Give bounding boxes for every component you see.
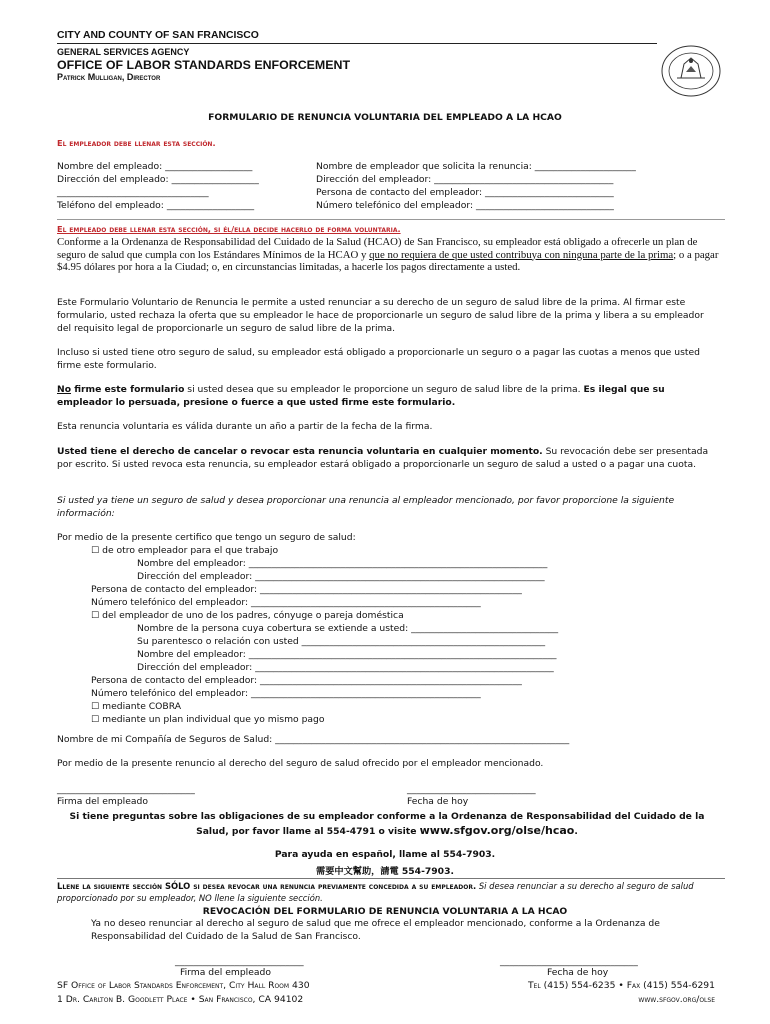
employer-phone-field[interactable]: Número telefónico del empleador: ______________________________ [316,200,614,211]
other-insurance-paragraph: Incluso si usted tiene otro seguro de salud, su empleador está obligado a proporcionarle un seguro o a pagar las cuotas a menos que usted firme este formulario. [57,347,700,371]
city-name: CITY AND COUNTY OF SAN FRANCISCO [57,30,259,41]
footer-address: 1 Dr. Carlton B. Goodlett Place • San Francisco, CA 94102 [57,994,304,1005]
employer-name-field[interactable]: Nombre de empleador que solicita la renuncia: ______________________ [316,161,636,172]
hcao-paragraph: Conforme a la Ordenanza de Responsabilidad del Cuidado de la Salud (HCAO) de San Francisco, su empleador está obligado a ofrecerle un plan de seguro de salud que cumpla con los Estándares Mínimos de la HCAO y que no requiera de que usted contribuya con ninguna parte de la prima; o a pagar $4.95 dólares por hora a la Ciudad; o, en circunstancias limitadas, a hacerle los pagos directamente a usted. [57,236,719,273]
section2-note: El empleado debe llenar esta sección, si él/ella decide hacerlo de forma voluntaria. [57,224,401,234]
section1-note: El empleador debe llenar esta sección. [57,138,216,148]
employee-fields [57,160,307,212]
help-chinese: 需要中文幫助，請電 554-7903. [316,866,454,877]
employer-address-field[interactable]: Dirección del empleador: _______________________________________ [316,174,614,185]
revoke-title: REVOCACIÓN DEL FORMULARIO DE RENUNCIA VOLUNTARIA A LA HCAO [202,906,568,917]
revoke-signature-line[interactable]: ____________________________ [175,956,304,967]
revoke-text: Ya no deseo renunciar al derecho al seguro de salud que me ofrece el empleador mencionado, conforme a la Ordenanza de Responsabilidad del Cuidado de la Salud de San Francisco. [91,918,660,942]
revoke-date-line[interactable]: ______________________________ [500,956,638,967]
waiver-paragraph: Este Formulario Voluntario de Renuncia le permite a usted renunciar a su derecho de un seguro de salud libre de la prima. Al firmar este formulario, usted rechaza la oferta que su empleador le hace de proporcionarle un seguro de salud libre de la prima y libera a su empleador del requisito legal de proporcionarle un seguro de salud libre de la prima. [57,297,704,334]
renounce-statement: Por medio de la presente renuncio al derecho del seguro de salud ofrecido por el empleador mencionado. [57,758,544,769]
family-employer-name-field[interactable]: Nombre del empleador: ___________________________________________________________________ [137,649,557,660]
employee-address-field[interactable]: Dirección del empleado: ___________________ [57,174,259,185]
covered-person-field[interactable]: Nombre de la persona cuya cobertura se extiende a usted: ________________________________ [137,623,559,634]
checkbox-other-employer[interactable]: ☐ de otro empleador para el que trabajo [91,545,279,556]
certification-intro: Por medio de la presente certifico que tengo un seguro de salud: [57,532,356,543]
section-divider [57,219,725,220]
employee-name-field[interactable]: Nombre del empleado: ___________________ [57,161,253,172]
revoke-date-label: Fecha de hoy [547,967,609,978]
office-name: OFFICE OF LABOR STANDARDS ENFORCEMENT [57,58,351,72]
revoke-divider [57,878,725,879]
do-not-sign-paragraph: No firme este formulario si usted desea que su empleador le proporcione un seguro de salud libre de la prima. Es ilegal que su empleador lo persuada, presione o fuerce a que usted firme este formulario. [57,384,665,408]
insurance-company-field[interactable]: Nombre de mi Compañía de Seguros de Salud: ________________________________________________________________ [57,734,570,745]
signature-line[interactable]: ______________________________ [57,784,195,795]
footer-office: SF Office of Labor Standards Enforcement, City Hall Room 430 [57,980,310,991]
checkbox-individual-plan[interactable]: ☐ mediante un plan individual que yo mismo pago [91,714,325,725]
other-employer-contact-field[interactable]: Persona de contacto del empleador: _________________________________________________________ [91,584,522,595]
other-employer-phone-field[interactable]: Número telefónico del empleador: __________________________________________________ [91,597,481,608]
help-spanish: Para ayuda en español, llame al 554-7903. [274,849,496,860]
director-name: Patrick Mulligan, Director [57,72,161,82]
cancel-paragraph: Usted tiene el derecho de cancelar o revocar esta renuncia voluntaria en cualquier momento. Su revocación debe ser presentada por escrito. Si usted revoca esta renuncia, su empleador estará obligado a proporcionarle un seguro de salud a usted o a pagar una cuota. [57,446,709,470]
family-employer-address-field[interactable]: Dirección del empleador: _________________________________________________________________ [137,662,554,673]
employee-phone-field[interactable]: Teléfono del empleado: ___________________ [57,200,255,211]
city-seal-icon [660,44,722,98]
questions-paragraph: Si tiene preguntas sobre las obligaciones de su empleador conforme a la Ordenanza de Responsabilidad del Cuidado de la Salud, por favor llame al 554-4791 o visite www.sfgov.org/olse/hcao. [69,811,705,837]
date-line[interactable]: ____________________________ [407,784,536,795]
revoke-note: Llene la siguiente sección SÓLO si desea revocar una renuncia previamente concedida a su empleador. Si desea renunciar a su derecho al seguro de salud proporcionado por su empleador, NO llene la siguiente sección. [57,881,694,903]
validity-paragraph: Esta renuncia voluntaria es válida durante un año a partir de la fecha de la firma. [57,421,433,432]
checkbox-cobra[interactable]: ☐ mediante COBRA [91,701,182,712]
instructions-paragraph: Si usted ya tiene un seguro de salud y desea proporcionar una renuncia al empleador mencionado, por favor proporcione la siguiente información: [57,495,675,519]
certification-block [57,531,717,726]
checkbox-family-employer[interactable]: ☐ del empleador de uno de los padres, cónyuge o pareja doméstica [91,610,404,621]
revoke-signature-label: Firma del empleado [180,967,271,978]
agency-name: GENERAL SERVICES AGENCY [57,47,190,57]
olse-link[interactable]: www.sfgov.org/olse/hcao [419,824,575,837]
other-employer-name-field[interactable]: Nombre del empleador: _________________________________________________________________ [137,558,548,569]
footer-phone: Tel (415) 554-6235 • Fax (415) 554-6291 [527,980,715,991]
signature-label: Firma del empleado [57,796,148,807]
header-rule [57,43,657,44]
employee-address-field-2[interactable]: _________________________________ [57,187,209,198]
other-employer-address-field[interactable]: Dirección del empleador: _______________________________________________________________ [137,571,545,582]
date-label: Fecha de hoy [407,796,469,807]
relationship-field[interactable]: Su parentesco o relación con usted _____________________________________________________ [137,636,546,647]
employer-contact-field[interactable]: Persona de contacto del empleador: ____________________________ [316,187,614,198]
form-title: FORMULARIO DE RENUNCIA VOLUNTARIA DEL EMPLEADO A LA HCAO [208,112,562,123]
footer-website[interactable]: www.sfgov.org/olse [638,994,715,1005]
family-employer-contact-field[interactable]: Persona de contacto del empleador: _________________________________________________________ [91,675,522,686]
employer-fields [316,160,716,212]
family-employer-phone-field[interactable]: Número telefónico del empleador: __________________________________________________ [91,688,481,699]
